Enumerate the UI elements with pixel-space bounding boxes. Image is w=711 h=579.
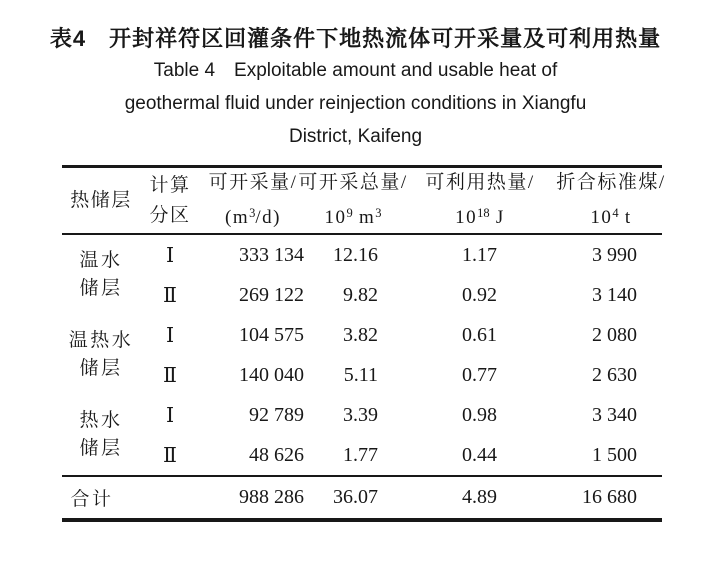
reservoir-label-line: 储层 (79, 278, 123, 299)
total-row (62, 476, 662, 520)
header-line (538, 168, 684, 198)
value-cell: 269 122 (239, 283, 304, 306)
value-cell: 3 990 (592, 243, 637, 266)
header-text: 计算 (149, 174, 191, 196)
value-cell: 140 040 (239, 363, 304, 386)
reservoir-group-label (62, 234, 140, 315)
data-row (62, 275, 662, 315)
header-text: J (489, 207, 505, 228)
header-text: 10 (324, 207, 347, 228)
total-value-cell: 4.89 (400, 476, 560, 520)
reservoir-label-line: 温热水 (68, 330, 134, 351)
geothermal-table (62, 165, 666, 522)
page (0, 24, 711, 579)
col-header-standard-coal (556, 167, 666, 235)
zone-cell: Ⅱ (163, 364, 177, 387)
value-cell: 1.77 (343, 443, 378, 466)
total-label: 合计 (62, 476, 140, 520)
table-caption-en (0, 54, 711, 153)
value-cell: 0.44 (462, 443, 497, 466)
header-row (62, 167, 662, 235)
reservoir-label-line: 热水 (79, 410, 123, 431)
data-row (62, 435, 662, 476)
data-row (62, 395, 662, 435)
header-text: 可开采量/ (208, 172, 298, 193)
header-text: /d) (255, 207, 281, 228)
value-cell: 3.39 (343, 403, 378, 426)
zone-cell: Ⅰ (165, 324, 175, 347)
value-cell: 12.16 (333, 243, 378, 266)
value-cell: 9.82 (343, 283, 378, 306)
unit-superscript: 3 (375, 206, 382, 220)
reservoir-group-label (62, 395, 140, 476)
value-cell: 104 575 (239, 323, 304, 346)
unit-superscript: 3 (249, 206, 256, 220)
header-text: 可开采总量/ (298, 172, 408, 193)
value-cell: 0.77 (462, 363, 497, 386)
value-cell: 1 500 (592, 443, 637, 466)
total-value-cell: 988 286 (200, 476, 306, 520)
total-zone-cell (140, 476, 200, 520)
value-cell: 5.11 (343, 363, 378, 386)
value-cell: 3 340 (592, 403, 637, 426)
unit-superscript: 4 (612, 206, 619, 220)
header-text: m (352, 207, 376, 228)
data-row (62, 355, 662, 395)
header-line (284, 168, 422, 198)
header-text: 分区 (149, 204, 191, 226)
value-cell: 3 140 (592, 283, 637, 306)
table-caption-en-line-2: geothermal fluid under reinjection conditions in Xiangfu (124, 93, 587, 114)
reservoir-group-label (62, 315, 140, 395)
total-value-cell: 36.07 (306, 476, 400, 520)
table-body (62, 234, 662, 520)
header-text: 可利用热量/ (425, 172, 535, 193)
header-text: 10 (590, 207, 613, 228)
value-cell: 2 630 (592, 363, 637, 386)
value-cell: 333 134 (239, 243, 304, 266)
table-caption-zh: 表4 开封祥符区回灌条件下地热流体可开采量及可利用热量 (49, 26, 662, 51)
header-text: t (618, 207, 632, 228)
zone-cell: Ⅱ (163, 444, 177, 467)
header-text: (m (225, 207, 250, 228)
header-line (538, 198, 684, 233)
data-row (62, 315, 662, 355)
unit-superscript: 18 (477, 206, 490, 220)
data-row (62, 234, 662, 275)
reservoir-label-line: 储层 (79, 438, 123, 459)
total-value-cell: 16 680 (560, 476, 662, 520)
value-cell: 48 626 (249, 443, 304, 466)
header-text: 10 (455, 207, 478, 228)
zone-cell: Ⅰ (165, 404, 175, 427)
value-cell: 0.92 (462, 283, 497, 306)
value-cell: 0.61 (462, 323, 497, 346)
value-cell: 3.82 (343, 323, 378, 346)
unit-superscript: 9 (346, 206, 353, 220)
reservoir-label-line: 储层 (79, 358, 123, 379)
zone-cell: Ⅰ (165, 244, 175, 267)
reservoir-label-line: 温水 (79, 250, 123, 271)
col-header-usable-heat (400, 167, 560, 235)
value-cell: 2 080 (592, 323, 637, 346)
value-cell: 0.98 (462, 403, 497, 426)
table-caption-en-line-3: District, Kaifeng (288, 126, 423, 147)
table-caption-en-line-1: Table 4 Exploitable amount and usable heat of (153, 60, 558, 81)
value-cell: 1.17 (462, 243, 497, 266)
zone-cell: Ⅱ (163, 284, 177, 307)
header-text: 折合标准煤/ (556, 172, 666, 193)
header-text: 热储层 (70, 189, 132, 211)
value-cell: 92 789 (249, 403, 304, 426)
